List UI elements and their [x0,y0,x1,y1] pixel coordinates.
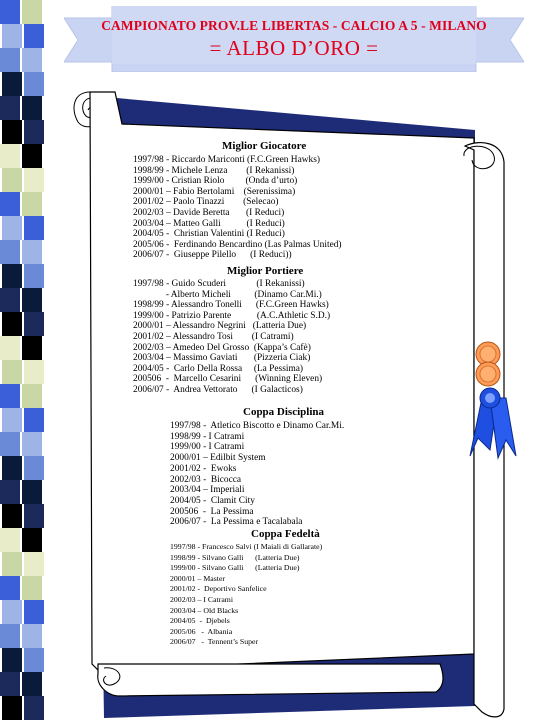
list-coppa-fedelta [170,542,322,648]
list-item: 2000/01 – Alessandro Negrini (Latteria Due) [133,321,307,332]
list-item: 2003/04 – Old Blacks [170,605,239,615]
list-item: 1999/00 - Silvano Galli (Latteria Due) [170,563,300,573]
list-item: 2001/02 - Deportivo Sanfelice [170,584,267,594]
list-item: 2001/02 - Ewoks [170,463,237,474]
list-item: 2001/02 – Paolo Tinazzi (Selecao) [133,197,279,208]
list-item: 2001/02 – Alessandro Tosi (I Catrami) [133,331,294,342]
list-item: 2006/07 - Tennent’s Super [170,637,259,647]
list-item: 2002/03 – I Catrami [170,594,234,604]
list-item: 2003/04 – Massimo Gaviati (Pizzeria Ciak) [133,353,311,364]
list-item: 2004/05 - Clamit City [170,495,255,506]
list-item: 2006/07 - Giuseppe Pilello (I Reduci)) [133,250,292,261]
section-title-coppa-fedelta: Coppa Fedeltà [251,528,320,540]
list-item: 1997/98 - Atletico Biscotto e Dinamo Car.Mi. [170,421,345,431]
list-item: 2000/01 – Master [170,573,226,583]
list-item: 1999/00 - Cristian Riolo (Onda d’urto) [133,176,298,187]
list-miglior-portiere [133,279,330,396]
list-item: 2005/06 - Albania [170,626,233,636]
list-item: 2006/07 - La Pessima e Tacalabala [170,517,303,528]
list-item: 200506 - Marcello Cesarini (Winning Eleven) [133,374,323,385]
list-item: 1998/99 - Silvano Galli (Latteria Due) [170,552,300,562]
list-item: 1997/98 - Guido Scuderi (I Rekanissi) [133,279,305,289]
page-subtitle: = ALBO D’ORO = [209,36,379,60]
list-coppa-disciplina [170,421,344,528]
list-item: 2004/05 - Djebels [170,616,230,626]
section-title-miglior-giocatore: Miglior Giocatore [222,140,307,152]
list-item: 2003/04 – Imperiali [170,485,245,496]
list-item: 2003/04 – Matteo Galli (I Reduci) [133,218,285,229]
list-item: 1999/00 - Patrizio Parente (A.C.Athletic S.D.) [133,310,331,321]
list-item: 2004/05 - Carlo Della Rossa (La Pessima) [133,363,304,374]
list-item: 2005/06 - Ferdinando Bencardino (Las Palmas United) [133,239,342,250]
list-item: 2004/05 - Christian Valentini (I Reduci) [133,229,285,240]
list-item: 2002/03 - Bicocca [170,474,242,485]
list-item: 1999/00 - I Catrami [170,442,245,453]
page-title: CAMPIONATO PROV.LE LIBERTAS - CALCIO A 5 - MILANO [101,18,487,33]
section-title-miglior-portiere: Miglior Portiere [227,265,304,277]
list-miglior-giocatore [133,155,342,261]
list-item: - Alberto Micheli (Dinamo Car.Mi.) [133,289,322,300]
list-item: 1997/98 - Riccardo Mariconti (F.C.Green Hawks) [133,155,320,165]
section-title-coppa-disciplina: Coppa Disciplina [243,406,324,418]
list-item: 1998/99 - Michele Lenza (I Rekanissi) [133,165,295,176]
list-item: 2002/03 – Davide Beretta (I Reduci) [133,207,285,218]
list-item: 200506 - La Pessima [170,506,254,517]
list-item: 1998/99 - Alessandro Tonelli (F.C.Green Hawks) [133,300,329,311]
list-item: 2000/01 – Fabio Bertolami (Serenissima) [133,186,296,197]
list-item: 2000/01 – Edilbit System [170,453,266,464]
list-item: 1998/99 - I Catrami [170,431,245,442]
list-item: 1997/98 - Francesco Salvi (I Maiali di Gallarate) [170,542,323,551]
list-item: 2006/07 - Andrea Vettorato (I Galacticos) [133,384,303,395]
list-item: 2002/03 – Amedeo Del Grosso (Kappa’s Cafè) [133,342,311,353]
